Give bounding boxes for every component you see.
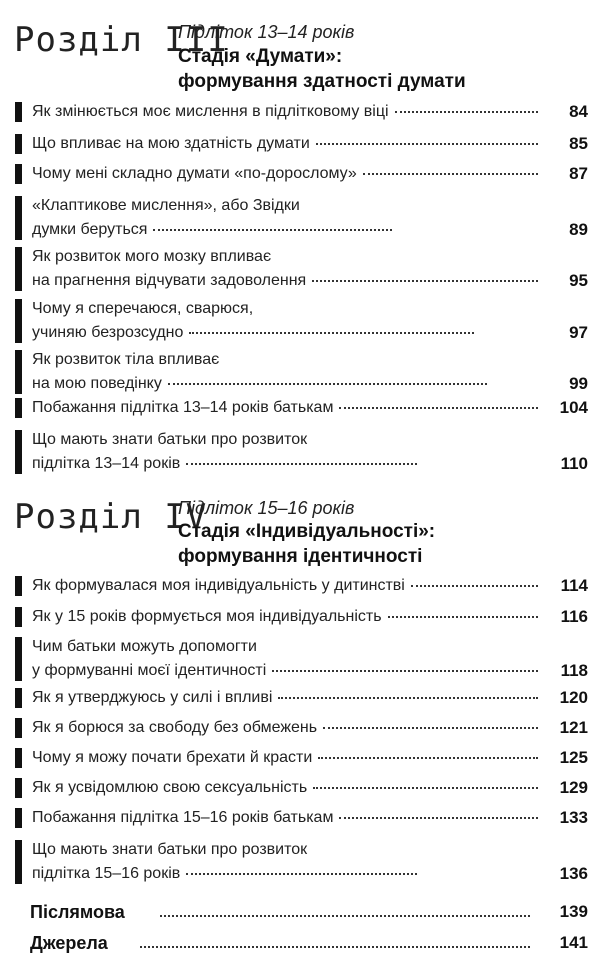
entry-marker-bar bbox=[15, 350, 22, 394]
sources-leader-dots bbox=[140, 946, 530, 948]
toc-entry[interactable] bbox=[0, 396, 600, 420]
leader-dots bbox=[395, 111, 538, 113]
section-title-line1: Стадія «Індивідуальності»: bbox=[178, 521, 436, 542]
entry-title bbox=[32, 162, 538, 186]
leader-dots bbox=[313, 787, 538, 789]
entry-marker-bar bbox=[15, 134, 22, 154]
entry-title-line: Що впливає на мою здатність думати bbox=[32, 132, 538, 156]
entry-page-number: 95 bbox=[569, 271, 588, 290]
leader-dots bbox=[318, 757, 538, 759]
entry-marker-bar bbox=[15, 840, 22, 884]
toc-entry[interactable] bbox=[0, 806, 600, 830]
afterword-title[interactable]: Післямова bbox=[30, 902, 125, 922]
entry-page-number: 118 bbox=[560, 661, 588, 680]
entry-marker-bar bbox=[15, 748, 22, 768]
afterword-leader-dots bbox=[160, 915, 530, 917]
entry-title bbox=[32, 194, 392, 242]
entry-title-line: Як розвиток мого мозку впливає bbox=[32, 248, 272, 265]
entry-title-line: «Клаптикове мислення», або Звідки bbox=[32, 197, 300, 214]
entry-page-number: 136 bbox=[559, 864, 588, 883]
entry-title bbox=[32, 396, 538, 420]
entry-title-line: Як я усвідомлюю свою сексуальність bbox=[32, 776, 538, 800]
entry-title bbox=[32, 132, 538, 156]
section-title-line1: Стадія «Думати»: bbox=[178, 46, 343, 67]
entry-page-number: 89 bbox=[569, 220, 588, 239]
entry-title bbox=[32, 635, 538, 683]
toc-entry[interactable] bbox=[0, 100, 600, 124]
toc-entry[interactable] bbox=[0, 162, 600, 186]
entry-title-line: у формуванні моєї ідентичності bbox=[32, 659, 538, 683]
leader-dots bbox=[272, 670, 538, 672]
leader-dots bbox=[339, 407, 538, 409]
entry-marker-bar bbox=[15, 196, 22, 240]
section-label: Розділ III bbox=[14, 20, 229, 60]
entry-marker-bar bbox=[15, 778, 22, 798]
entry-title bbox=[32, 776, 538, 800]
leader-dots bbox=[312, 280, 538, 282]
entry-title-line: Як змінюється моє мислення в підлітковому віці bbox=[32, 100, 538, 124]
entry-title-line: Що мають знати батьки про розвиток bbox=[32, 431, 308, 448]
afterword-page: 139 bbox=[559, 902, 588, 921]
entry-title-line: підлітка 15–16 років bbox=[32, 862, 417, 886]
leader-dots bbox=[363, 173, 538, 175]
toc-entry[interactable] bbox=[0, 428, 600, 476]
entry-title bbox=[32, 574, 538, 598]
leader-dots bbox=[153, 229, 391, 231]
sources-title[interactable]: Джерела bbox=[30, 933, 108, 953]
leader-dots bbox=[186, 463, 417, 465]
leader-dots bbox=[411, 585, 538, 587]
entry-title-line: думки беруться bbox=[32, 218, 392, 242]
entry-title-line: Як я борюся за свободу без обмежень bbox=[32, 716, 538, 740]
toc-entry[interactable] bbox=[0, 574, 600, 598]
entry-title-line: Як я утверджуюсь у силі і впливі bbox=[32, 686, 538, 710]
entry-title-line: Чому я можу почати брехати й красти bbox=[32, 746, 538, 770]
toc-entry[interactable] bbox=[0, 132, 600, 156]
toc-entry[interactable] bbox=[0, 194, 600, 242]
section-title-line2: формування здатності думати bbox=[178, 71, 466, 92]
leader-dots bbox=[168, 383, 487, 385]
entry-page-number: 99 bbox=[569, 374, 588, 393]
entry-page-number: 104 bbox=[559, 398, 588, 417]
section-subtitle: Підліток 15–16 років bbox=[178, 498, 355, 518]
entry-title bbox=[32, 428, 417, 476]
toc-entry[interactable] bbox=[0, 635, 600, 683]
entry-title bbox=[32, 838, 417, 886]
entry-marker-bar bbox=[15, 688, 22, 708]
entry-marker-bar bbox=[15, 607, 22, 627]
entry-title-line: Побажання підлітка 15–16 років батькам bbox=[32, 806, 538, 830]
entry-title-line: Побажання підлітка 13–14 років батькам bbox=[32, 396, 538, 420]
leader-dots bbox=[186, 873, 417, 875]
section-title-line2: формування ідентичності bbox=[178, 546, 423, 567]
leader-dots bbox=[388, 616, 538, 618]
entry-marker-bar bbox=[15, 247, 22, 291]
entry-page-number: 85 bbox=[569, 134, 588, 153]
toc-entry[interactable] bbox=[0, 838, 600, 886]
entry-marker-bar bbox=[15, 164, 22, 184]
entry-page-number: 97 bbox=[569, 323, 588, 342]
section-subtitle: Підліток 13–14 років bbox=[178, 22, 355, 42]
toc-entry[interactable] bbox=[0, 605, 600, 629]
entry-page-number: 133 bbox=[559, 808, 588, 827]
entry-title bbox=[32, 297, 474, 345]
entry-title-line: Чому мені складно думати «по-дорослому» bbox=[32, 162, 538, 186]
entry-title-line: Як розвиток тіла впливає bbox=[32, 351, 220, 368]
entry-marker-bar bbox=[15, 299, 22, 343]
entry-marker-bar bbox=[15, 102, 22, 122]
entry-title-line: Чим батьки можуть допомогти bbox=[32, 638, 257, 655]
entry-title-line: підлітка 13–14 років bbox=[32, 452, 417, 476]
entry-title bbox=[32, 716, 538, 740]
entry-title-line: Чому я сперечаюся, сварюся, bbox=[32, 300, 254, 317]
entry-marker-bar bbox=[15, 430, 22, 474]
leader-dots bbox=[323, 727, 538, 729]
entry-title-line: на мою поведінку bbox=[32, 372, 487, 396]
entry-marker-bar bbox=[15, 808, 22, 828]
toc-entry[interactable] bbox=[0, 348, 600, 396]
entry-marker-bar bbox=[15, 718, 22, 738]
entry-page-number: 87 bbox=[569, 164, 588, 183]
sources-page: 141 bbox=[559, 933, 588, 952]
toc-entry[interactable] bbox=[0, 716, 600, 740]
toc-entry[interactable] bbox=[0, 686, 600, 710]
entry-title-line: учиняю безрозсудно bbox=[32, 321, 474, 345]
entry-page-number: 114 bbox=[560, 576, 588, 595]
entry-marker-bar bbox=[15, 576, 22, 596]
entry-marker-bar bbox=[15, 637, 22, 681]
entry-page-number: 84 bbox=[569, 102, 588, 121]
entry-marker-bar bbox=[15, 398, 22, 418]
entry-title bbox=[32, 100, 538, 124]
toc-entry[interactable] bbox=[0, 245, 600, 293]
entry-title bbox=[32, 806, 538, 830]
entry-page-number: 129 bbox=[559, 778, 588, 797]
entry-title bbox=[32, 605, 538, 629]
toc-entry[interactable] bbox=[0, 297, 600, 345]
entry-title bbox=[32, 746, 538, 770]
entry-page-number: 110 bbox=[560, 454, 588, 473]
leader-dots bbox=[278, 697, 538, 699]
entry-page-number: 116 bbox=[560, 607, 588, 626]
entry-page-number: 121 bbox=[559, 718, 588, 737]
entry-page-number: 125 bbox=[559, 748, 588, 767]
leader-dots bbox=[189, 332, 474, 334]
leader-dots bbox=[339, 817, 538, 819]
toc-entry[interactable] bbox=[0, 776, 600, 800]
entry-page-number: 120 bbox=[559, 688, 588, 707]
entry-title bbox=[32, 348, 487, 396]
entry-title bbox=[32, 686, 538, 710]
leader-dots bbox=[316, 143, 538, 145]
entry-title bbox=[32, 245, 538, 293]
entry-title-line: Як у 15 років формується моя індивідуальність bbox=[32, 605, 538, 629]
section-label: Розділ IV bbox=[14, 497, 208, 537]
toc-entry[interactable] bbox=[0, 746, 600, 770]
entry-title-line: на прагнення відчувати задоволення bbox=[32, 269, 538, 293]
entry-title-line: Що мають знати батьки про розвиток bbox=[32, 841, 308, 858]
entry-title-line: Як формувалася моя індивідуальність у дитинстві bbox=[32, 574, 538, 598]
